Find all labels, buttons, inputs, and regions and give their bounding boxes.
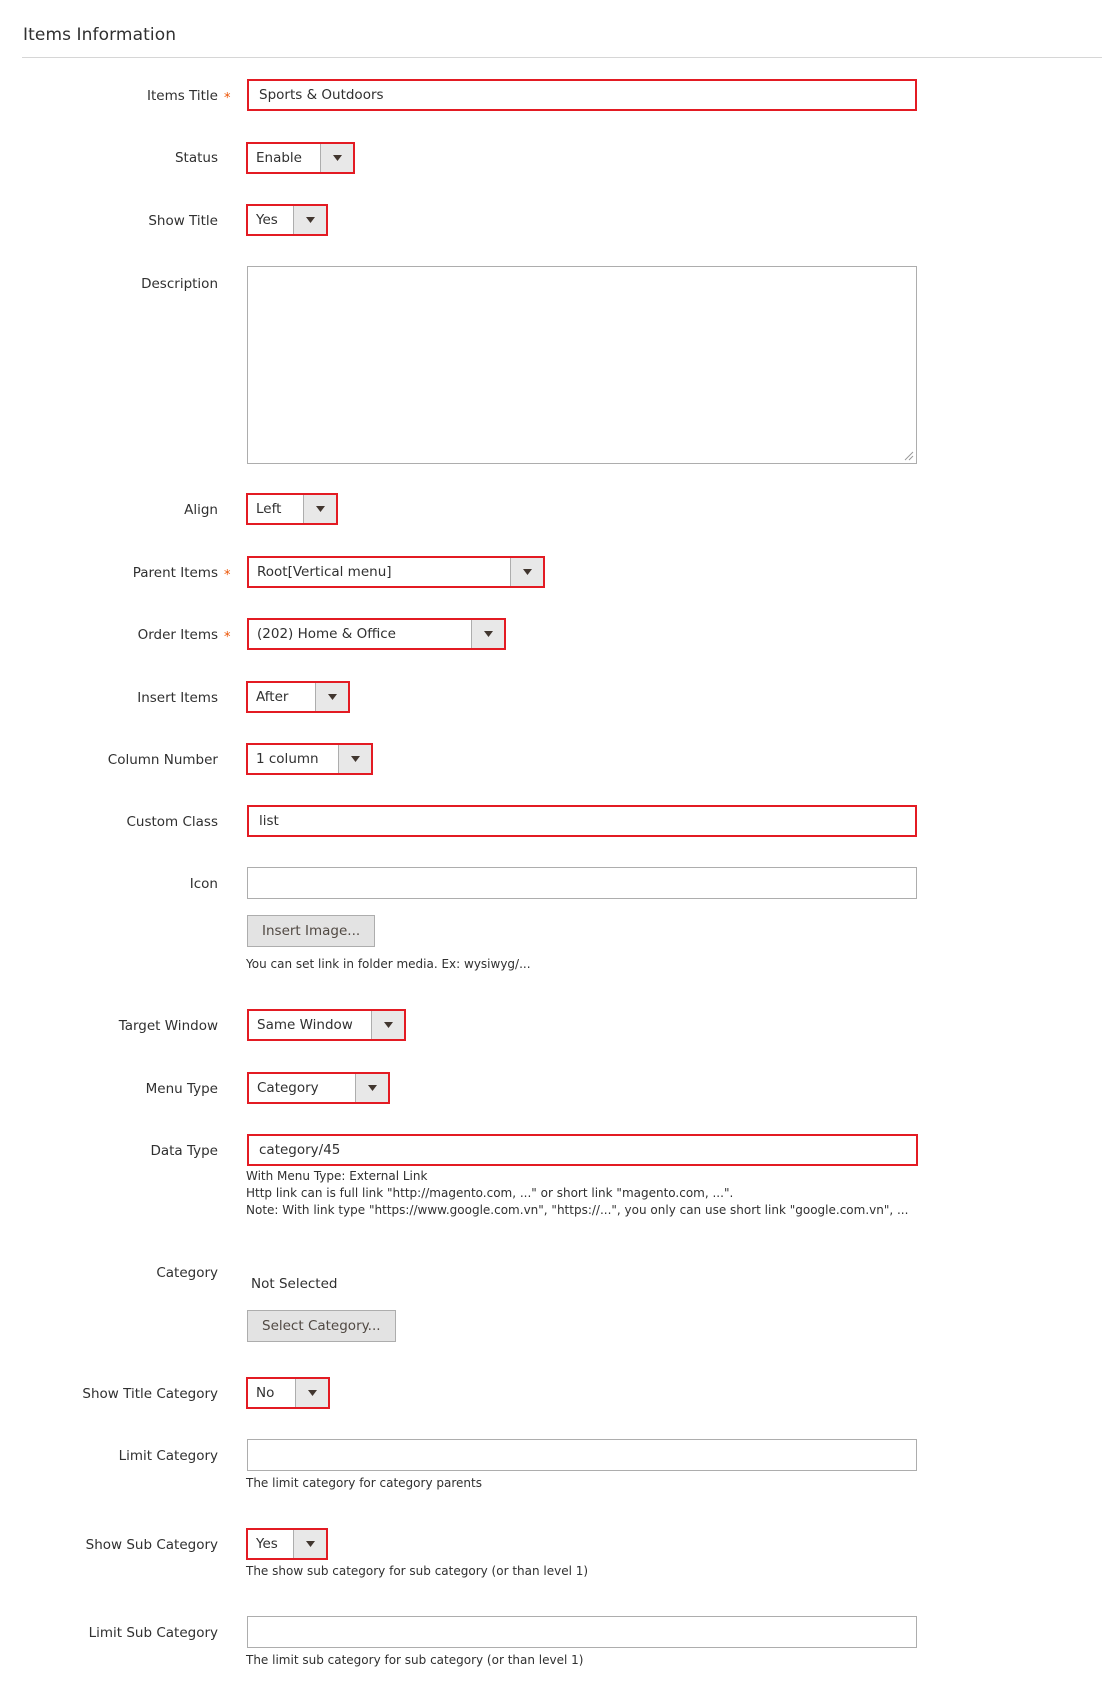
menu-type-select[interactable] — [247, 1072, 390, 1104]
icon-note: You can set link in folder media. Ex: wysiwyg/... — [246, 957, 531, 971]
triangle-down-icon — [355, 1074, 388, 1102]
items-title-input[interactable] — [247, 79, 917, 111]
show-sub-category-label: Show Sub Category — [85, 1537, 218, 1553]
category-label: Category — [156, 1265, 218, 1281]
triangle-down-icon — [295, 1379, 328, 1407]
custom-class-label: Custom Class — [126, 814, 218, 830]
triangle-down-icon — [303, 495, 336, 523]
icon-input[interactable] — [247, 867, 917, 899]
data-type-input[interactable] — [247, 1134, 918, 1166]
description-textarea[interactable] — [247, 266, 917, 464]
show-sub-category-select[interactable] — [246, 1528, 328, 1560]
target-window-value: Same Window — [257, 1017, 353, 1033]
align-select[interactable] — [246, 493, 338, 525]
status-select[interactable] — [246, 142, 355, 174]
resize-grip-icon[interactable] — [904, 451, 914, 461]
limit-sub-category-label: Limit Sub Category — [88, 1625, 218, 1641]
select-category-button[interactable]: Select Category... — [247, 1310, 396, 1342]
menu-type-label: Menu Type — [145, 1081, 218, 1097]
parent-items-select[interactable] — [247, 556, 545, 588]
insert-items-value: After — [256, 689, 289, 705]
show-title-category-value: No — [256, 1385, 275, 1401]
required-marker: * — [224, 630, 231, 645]
limit-sub-category-note: The limit sub category for sub category (or than level 1) — [246, 1653, 584, 1667]
data-type-note-line: Http link can is full link "http://magento.com, ..." or short link "magento.com, ...". — [246, 1186, 734, 1200]
required-marker: * — [224, 568, 231, 583]
align-label: Align — [184, 502, 218, 518]
column-number-value: 1 column — [256, 751, 319, 767]
show-sub-category-value: Yes — [256, 1536, 278, 1552]
parent-items-label: Parent Items — [132, 565, 218, 581]
description-label: Description — [141, 276, 218, 292]
target-window-select[interactable] — [247, 1009, 406, 1041]
show-title-select[interactable] — [246, 204, 328, 236]
data-type-note-line: With Menu Type: External Link — [246, 1169, 428, 1183]
limit-category-input[interactable] — [247, 1439, 917, 1471]
insert-items-select[interactable] — [246, 681, 350, 713]
show-title-value: Yes — [256, 212, 278, 228]
items-title-label: Items Title — [147, 88, 218, 104]
category-selected-value: Not Selected — [251, 1276, 338, 1292]
order-items-select[interactable] — [247, 618, 506, 650]
limit-sub-category-input[interactable] — [247, 1616, 917, 1648]
parent-items-value: Root[Vertical menu] — [257, 564, 392, 580]
triangle-down-icon — [510, 558, 543, 586]
menu-type-value: Category — [257, 1080, 319, 1096]
status-label: Status — [174, 150, 218, 166]
section-divider — [22, 57, 1102, 58]
column-number-select[interactable] — [246, 743, 373, 775]
section-title: Items Information — [23, 25, 177, 45]
order-items-value: (202) Home & Office — [257, 626, 396, 642]
triangle-down-icon — [293, 206, 326, 234]
show-title-category-label: Show Title Category — [82, 1386, 218, 1402]
required-marker: * — [224, 91, 231, 106]
triangle-down-icon — [471, 620, 504, 648]
limit-category-label: Limit Category — [118, 1448, 218, 1464]
data-type-label: Data Type — [150, 1143, 218, 1159]
align-value: Left — [256, 501, 282, 517]
order-items-label: Order Items — [137, 627, 218, 643]
limit-category-note: The limit category for category parents — [246, 1476, 482, 1490]
triangle-down-icon — [338, 745, 371, 773]
custom-class-input[interactable] — [247, 805, 917, 837]
show-sub-category-note: The show sub category for sub category (or than level 1) — [246, 1564, 589, 1578]
target-window-label: Target Window — [118, 1018, 218, 1034]
column-number-label: Column Number — [107, 752, 218, 768]
show-title-category-select[interactable] — [246, 1377, 330, 1409]
show-title-label: Show Title — [148, 213, 218, 229]
triangle-down-icon — [293, 1530, 326, 1558]
triangle-down-icon — [371, 1011, 404, 1039]
insert-items-label: Insert Items — [137, 690, 218, 706]
triangle-down-icon — [315, 683, 348, 711]
insert-image-button[interactable]: Insert Image... — [247, 915, 375, 947]
status-value: Enable — [256, 150, 302, 166]
data-type-note-line: Note: With link type "https://www.google.com.vn", "https://...", you only can use short link "google.com.vn", ... — [246, 1203, 909, 1217]
triangle-down-icon — [320, 144, 353, 172]
icon-label: Icon — [189, 876, 218, 892]
